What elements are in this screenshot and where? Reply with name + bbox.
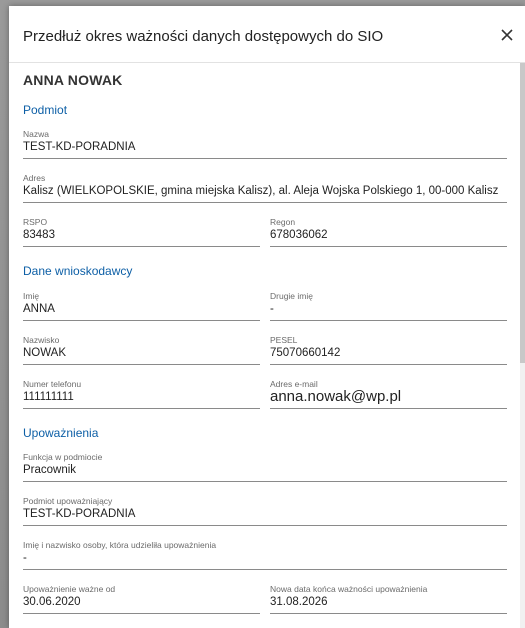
field-value: 30.06.2020 (23, 596, 81, 608)
field-value: NOWAK (23, 347, 67, 359)
field-underline (23, 569, 507, 570)
field-wazne-od (23, 584, 260, 614)
scrollbar-thumb[interactable] (520, 63, 525, 363)
field-underline (23, 246, 260, 247)
field-underline (23, 320, 260, 321)
field-regon (270, 217, 507, 247)
person-name: ANNA NOWAK (23, 72, 123, 88)
field-underline (23, 613, 260, 614)
field-value: Pracownik (23, 464, 77, 476)
field-underline (23, 408, 260, 409)
field-label: Adres (23, 173, 46, 183)
field-value: 83483 (23, 229, 55, 241)
field-label: Nazwa (23, 129, 49, 139)
extend-access-dialog (9, 6, 525, 628)
field-funkcja (23, 452, 507, 482)
field-label: Drugie imię (270, 291, 313, 301)
field-label: Funkcja w podmiocie (23, 452, 103, 462)
field-osoba-upowazniajaca (23, 540, 507, 570)
field-value: anna.nowak@wp.pl (270, 388, 402, 405)
field-pesel (270, 335, 507, 365)
field-underline (270, 246, 507, 247)
field-label: Imię i nazwisko osoby, która udzieliła upoważnienia (23, 540, 217, 550)
field-value: Kalisz (WIELKOPOLSKIE, gmina miejska Kalisz), al. Aleja Wojska Polskiego 1, 00-000 Kalisz (23, 185, 499, 197)
field-label: Adres e-mail (270, 379, 318, 389)
field-telefon (23, 379, 260, 409)
section-podmiot: Podmiot (23, 103, 68, 117)
field-underline (23, 481, 507, 482)
field-value: - (23, 552, 27, 564)
field-value: 678036062 (270, 229, 328, 241)
field-value: - (270, 303, 274, 315)
field-value: TEST-KD-PORADNIA (23, 508, 136, 520)
field-label: Podmiot upoważniający (23, 496, 113, 506)
field-nowa-data[interactable] (270, 584, 507, 614)
field-label: Imię (23, 291, 40, 301)
field-drugie-imie (270, 291, 507, 321)
section-upowaznienia: Upoważnienia (23, 426, 99, 440)
field-label: PESEL (270, 335, 298, 345)
field-rspo (23, 217, 260, 247)
field-label: Numer telefonu (23, 379, 82, 389)
field-label: Nazwisko (23, 335, 60, 345)
field-value: 75070660142 (270, 347, 341, 359)
section-wnioskodawca: Dane wnioskodawcy (23, 264, 133, 278)
field-underline (270, 408, 507, 409)
field-value: 111111111 (23, 391, 74, 403)
field-label: Upoważnienie ważne od (23, 584, 116, 594)
field-underline (23, 364, 260, 365)
field-email (270, 379, 507, 409)
field-label: Nowa data końca ważności upoważnienia (270, 584, 428, 594)
close-icon (497, 25, 517, 45)
field-label: RSPO (23, 217, 48, 227)
field-underline (270, 613, 507, 614)
field-value: ANNA (23, 303, 55, 315)
field-podmiot-upowazniajacy (23, 496, 507, 526)
field-nazwisko (23, 335, 260, 365)
field-value: TEST-KD-PORADNIA (23, 141, 136, 153)
field-nazwa (23, 129, 507, 159)
field-imie (23, 291, 260, 321)
close-button[interactable] (497, 25, 517, 45)
dialog-header (9, 6, 525, 63)
field-value[interactable]: 31.08.2026 (270, 596, 328, 608)
dialog-title: Przedłuż okres ważności danych dostępowych do SIO (23, 28, 384, 45)
field-underline (270, 364, 507, 365)
field-underline (270, 320, 507, 321)
field-underline (23, 158, 507, 159)
field-label: Regon (270, 217, 296, 227)
dialog-scrollbar[interactable] (520, 63, 525, 628)
field-underline (23, 525, 507, 526)
field-underline (23, 202, 507, 203)
field-adres (23, 173, 507, 203)
